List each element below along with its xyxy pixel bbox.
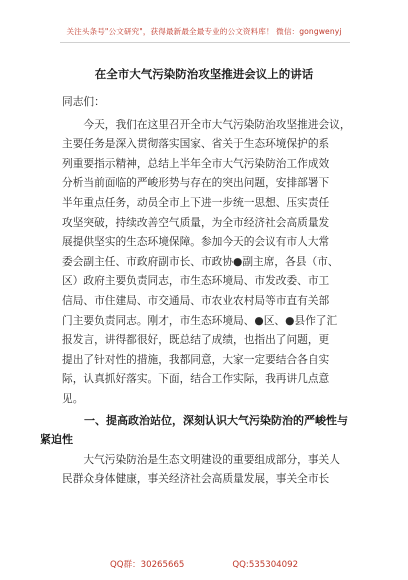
text-line: 主要任务是深入贯彻落实国家、省关于生态环境保护的系 <box>62 137 330 151</box>
text-line: 际，认真抓好落实。下面，结合工作实际，我再讲几点意 <box>62 372 330 386</box>
heading-line: 一、提高政治站位，深刻认识大气污染防治的严峻性与 <box>84 413 348 427</box>
text-line: 区）政府主要负责同志，市生态环境局、市发改委、市工 <box>62 274 330 288</box>
heading-line: 紧迫性 <box>40 433 73 447</box>
text-line: 信局、市住建局、市交通局、市农业农村局等市直有关部 <box>62 293 330 307</box>
promo-banner: 关注头条号"公文研究"，获得最新最全最专业的公文资料库！ 微信：gongwenyj <box>66 27 342 36</box>
text-line: 报发言，讲得都很好，既总结了成绩，也指出了问题，更 <box>62 333 330 347</box>
document-title: 在全市大气污染防治攻坚推进会议上的讲话 <box>94 67 314 81</box>
text-line: 展提供坚实的生态环境保障。参加今天的会议有市人大常 <box>62 235 330 249</box>
text-line: 分析当前面临的严峻形势与存在的突出问题，安排部署下 <box>62 176 330 190</box>
document-body <box>40 92 352 489</box>
paragraph-2 <box>62 450 352 489</box>
footer-qq-group: QQ群：30265665 <box>109 560 185 570</box>
text-line: 民群众身体健康，事关经济社会高质量发展，事关全市长 <box>62 472 330 486</box>
text-line: 大气污染防治是生态文明建设的重要组成部分，事关人 <box>83 452 340 466</box>
text-line: 今天，我们在这里召开全市大气污染防治攻坚推进会议， <box>83 117 351 131</box>
section-heading-1 <box>40 411 352 450</box>
header-divider <box>60 42 350 43</box>
paragraph-1 <box>62 115 352 409</box>
text-line: 提出了针对性的措施，我都同意，大家一定要结合各自实 <box>62 352 330 366</box>
text-line: 半年重点任务，动员全市上下进一步统一思想、压实责任 <box>62 195 330 209</box>
salutation: 同志们： <box>62 95 105 108</box>
text-line: 委会副主任、市政府副市长、市政协●副主席，各县（市、 <box>62 254 339 268</box>
text-line: 攻坚突破，持续改善空气质量，为全市经济社会高质量发 <box>62 215 330 229</box>
text-line: 门主要负责同志。刚才，市生态环境局、●区、●县作了汇 <box>62 313 338 327</box>
text-line: 列重要指示精神，总结上半年全市大气污染防治工作成效 <box>62 156 330 170</box>
footer-contact <box>0 558 408 570</box>
text-line: 见。 <box>62 391 84 405</box>
footer-qq: QQ:535304092 <box>232 560 299 570</box>
